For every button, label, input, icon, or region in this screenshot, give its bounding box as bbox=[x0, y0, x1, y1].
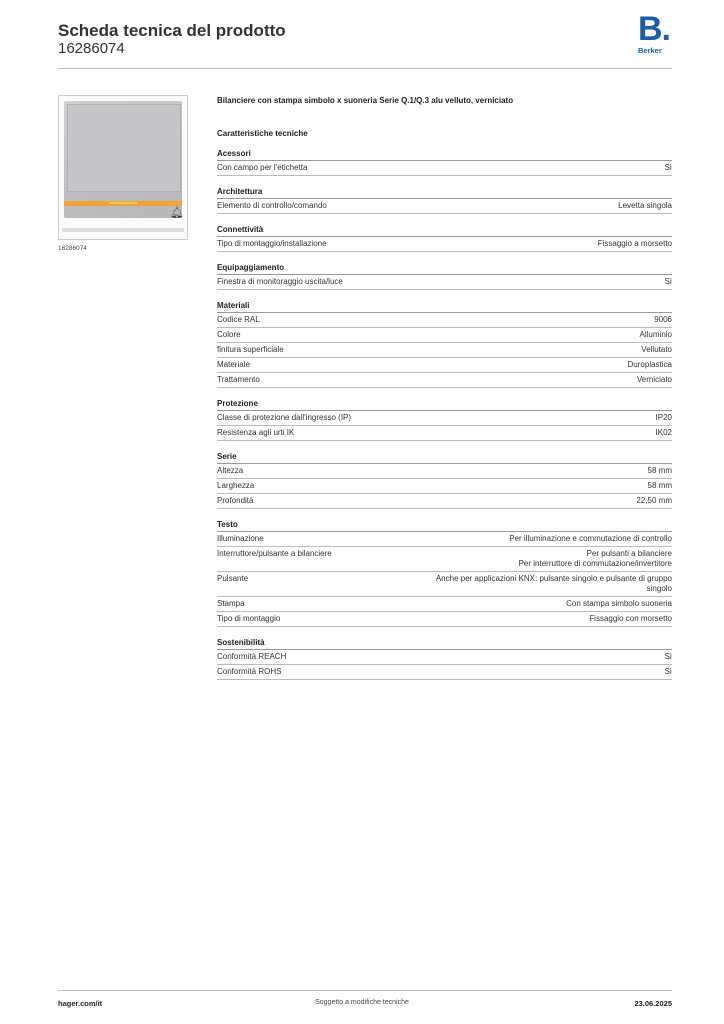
footer-website: hager.com/it bbox=[58, 999, 103, 1008]
spec-value: Anche per applicazioni KNX: pulsante singolo e pulsante di gruppo singolo bbox=[435, 574, 672, 593]
spec-section bbox=[217, 263, 672, 290]
spec-row bbox=[217, 479, 672, 494]
spec-row bbox=[217, 597, 672, 612]
plate-face bbox=[67, 104, 181, 192]
spec-label: Pulsante bbox=[217, 574, 249, 583]
spec-value: Alluminio bbox=[639, 330, 672, 339]
product-description: Bilanciere con stampa simbolo x suoneria Serie Q.1/Q.3 alu velluto, verniciato bbox=[217, 96, 514, 105]
spec-value: Vellutato bbox=[641, 345, 672, 354]
spec-row bbox=[217, 373, 672, 388]
spec-label: Finestra di monitoraggio uscita/luce bbox=[217, 277, 343, 286]
rocker-plate bbox=[64, 101, 182, 218]
image-caption: 16286074 bbox=[58, 245, 87, 252]
spec-row bbox=[217, 161, 672, 176]
section-title: Serie bbox=[217, 452, 672, 464]
section-title: Materiali bbox=[217, 301, 672, 313]
header-divider bbox=[58, 68, 672, 69]
spec-value: Fissaggio con morsetto bbox=[589, 614, 672, 623]
spec-value: Duroplastica bbox=[627, 360, 672, 369]
spec-section bbox=[217, 301, 672, 388]
spec-value: Fissaggio a morsetto bbox=[597, 239, 672, 248]
spec-label: Con campo per l'etichetta bbox=[217, 163, 308, 172]
spec-row bbox=[217, 358, 672, 373]
logo-letter: B. bbox=[638, 10, 670, 48]
footer-date: 23.06.2025 bbox=[634, 999, 672, 1008]
product-code: 16286074 bbox=[58, 40, 125, 57]
section-title: Protezione bbox=[217, 399, 672, 411]
spec-value: Sì bbox=[664, 652, 672, 661]
spec-row bbox=[217, 275, 672, 290]
spec-label: Codice RAL bbox=[217, 315, 260, 324]
page-title: Scheda tecnica del prodotto bbox=[58, 21, 286, 40]
spec-row bbox=[217, 411, 672, 426]
spec-row bbox=[217, 328, 672, 343]
spec-label: Materiale bbox=[217, 360, 250, 369]
berker-logo bbox=[638, 10, 674, 55]
spec-label: Trattamento bbox=[217, 375, 260, 384]
spec-content bbox=[217, 96, 672, 680]
section-title: Acessori bbox=[217, 149, 672, 161]
spec-row bbox=[217, 199, 672, 214]
section-title: Testo bbox=[217, 520, 672, 532]
spec-value: 58 mm bbox=[647, 466, 672, 475]
spec-label: Tipo di montaggio bbox=[217, 614, 281, 623]
spec-row bbox=[217, 532, 672, 547]
footer-disclaimer: Soggetto a modifiche tecniche bbox=[315, 999, 409, 1006]
spec-row bbox=[217, 343, 672, 358]
spec-row bbox=[217, 612, 672, 627]
section-title: Equipaggiamento bbox=[217, 263, 672, 275]
spec-label: Altezza bbox=[217, 466, 244, 475]
spec-label: finitura superficiale bbox=[217, 345, 284, 354]
footer-divider bbox=[58, 990, 672, 991]
spec-section bbox=[217, 225, 672, 252]
spec-row bbox=[217, 665, 672, 680]
spec-label: Stampa bbox=[217, 599, 245, 608]
label-window bbox=[109, 202, 137, 204]
logo-text: Berker bbox=[638, 46, 662, 55]
spec-row bbox=[217, 426, 672, 441]
spec-row bbox=[217, 464, 672, 479]
spec-label: Colore bbox=[217, 330, 241, 339]
section-title: Sostenibilità bbox=[217, 638, 672, 650]
spec-row bbox=[217, 650, 672, 665]
spec-value: Con stampa simbolo suoneria bbox=[566, 599, 672, 608]
spec-row bbox=[217, 313, 672, 328]
spec-value: Per pulsanti a bilanciere Per interruttore di commutazione/invertitore bbox=[518, 549, 672, 568]
spec-row bbox=[217, 237, 672, 252]
spec-section bbox=[217, 638, 672, 680]
spec-section bbox=[217, 452, 672, 509]
spec-label: Illuminazione bbox=[217, 534, 264, 543]
spec-value: Sì bbox=[664, 667, 672, 676]
spec-label: Larghezza bbox=[217, 481, 255, 490]
spec-value: Per illuminazione e commutazione di controllo bbox=[509, 534, 672, 543]
spec-label: Elemento di controllo/comando bbox=[217, 201, 327, 210]
spec-section bbox=[217, 149, 672, 176]
section-title: Architettura bbox=[217, 187, 672, 199]
spec-value: Sì bbox=[664, 277, 672, 286]
spec-section bbox=[217, 187, 672, 214]
spec-value: IK02 bbox=[655, 428, 672, 437]
spec-value: Sì bbox=[664, 163, 672, 172]
spec-label: Conformità REACH bbox=[217, 652, 287, 661]
spec-heading: Caratteristiche tecniche bbox=[217, 129, 308, 138]
spec-value: Verniciato bbox=[636, 375, 672, 384]
spec-label: Interruttore/pulsante a bilanciere bbox=[217, 549, 332, 558]
spec-label: Tipo di montaggio/installazione bbox=[217, 239, 327, 248]
spec-label: Resistenza agli urti IK bbox=[217, 428, 295, 437]
spec-row bbox=[217, 494, 672, 509]
section-title: Connettività bbox=[217, 225, 672, 237]
product-image bbox=[58, 95, 188, 240]
bell-icon: 🔔︎ bbox=[170, 207, 184, 219]
spec-label: Conformità ROHS bbox=[217, 667, 282, 676]
spec-value: 9006 bbox=[654, 315, 672, 324]
spec-value: 22,50 mm bbox=[636, 496, 672, 505]
spec-section bbox=[217, 520, 672, 627]
spec-sections bbox=[217, 149, 672, 680]
spec-value: Levetta singola bbox=[618, 201, 672, 210]
plate-edge bbox=[62, 228, 184, 232]
spec-value: IP20 bbox=[655, 413, 672, 422]
spec-row bbox=[217, 572, 672, 597]
spec-label: Profondità bbox=[217, 496, 254, 505]
spec-label: Classe di protezione dall'ingresso (IP) bbox=[217, 413, 352, 422]
spec-row bbox=[217, 547, 672, 572]
spec-value: 58 mm bbox=[647, 481, 672, 490]
spec-section bbox=[217, 399, 672, 441]
